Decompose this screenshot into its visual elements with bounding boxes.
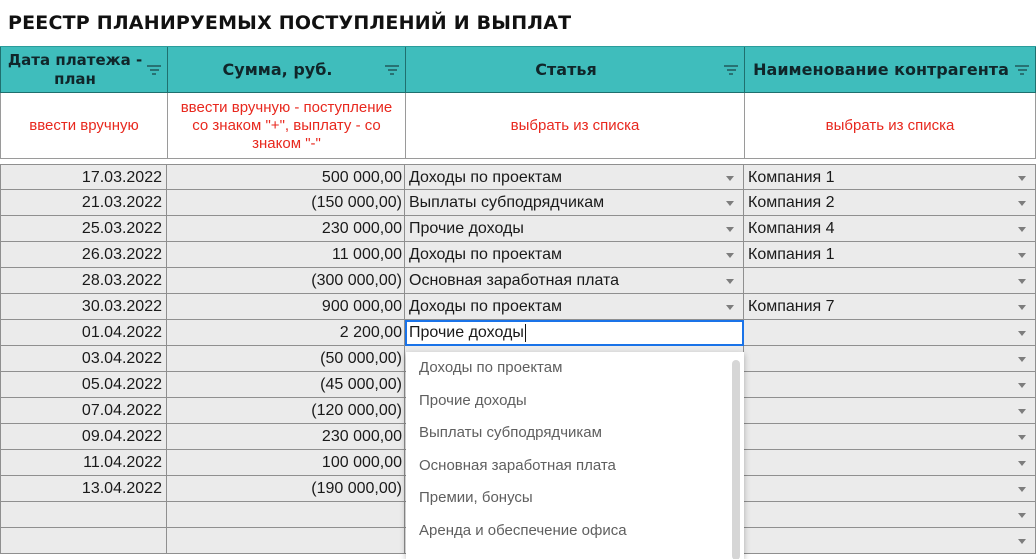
cell-date[interactable] (0, 424, 167, 450)
dropdown-arrow-icon[interactable] (1018, 435, 1026, 440)
hint-counterparty: выбрать из списка (745, 93, 1036, 159)
cell-sum[interactable] (167, 502, 405, 528)
cell-counterparty-value: Компания 4 (748, 220, 835, 237)
cell-counterparty-value: Компания 1 (748, 246, 835, 263)
header-row (0, 46, 1036, 93)
hint-sum: ввести вручную - поступление со знаком "+", выплату - со знаком "-" (168, 93, 406, 159)
cell-counterparty[interactable] (744, 216, 1036, 242)
dropdown-arrow-icon[interactable] (1018, 513, 1026, 518)
dropdown-option[interactable]: Основная заработная плата (419, 456, 616, 474)
hint-date: ввести вручную (0, 93, 168, 159)
header-counterparty[interactable] (745, 47, 1036, 93)
cell-date-value: 03.04.2022 (81, 350, 162, 367)
dropdown-option[interactable]: Аренда и обеспечение офиса (419, 521, 627, 539)
dropdown-arrow-icon[interactable] (726, 279, 734, 284)
text-cursor (525, 324, 526, 342)
cell-sum[interactable] (167, 424, 405, 450)
filter-icon[interactable] (1015, 65, 1029, 75)
cell-date[interactable] (0, 190, 167, 216)
cell-date[interactable] (0, 476, 167, 502)
cell-sum[interactable] (167, 346, 405, 372)
cell-sum-value: 230 000,00 (321, 220, 402, 237)
cell-sum-value: (120 000,00) (311, 402, 402, 419)
cell-date[interactable] (0, 294, 167, 320)
cell-date[interactable] (0, 528, 167, 554)
hint-row (0, 93, 1036, 159)
header-date[interactable] (0, 47, 168, 93)
table-row (0, 216, 1036, 242)
cell-date-value: 05.04.2022 (81, 376, 162, 393)
cell-sum[interactable] (167, 242, 405, 268)
cell-counterparty[interactable] (744, 320, 1036, 346)
cell-date-value: 21.03.2022 (81, 194, 162, 211)
cell-date-value: 17.03.2022 (81, 169, 162, 186)
dropdown-arrow-icon[interactable] (1018, 227, 1026, 232)
dropdown-arrow-icon[interactable] (1018, 383, 1026, 388)
cell-date[interactable] (0, 502, 167, 528)
dropdown-arrow-icon[interactable] (726, 201, 734, 206)
filter-icon[interactable] (385, 65, 399, 75)
cell-counterparty[interactable] (744, 398, 1036, 424)
dropdown-arrow-icon[interactable] (1018, 461, 1026, 466)
cell-article[interactable] (405, 216, 744, 242)
cell-counterparty[interactable] (744, 190, 1036, 216)
cell-sum-value: (45 000,00) (320, 376, 402, 393)
dropdown-arrow-icon[interactable] (1018, 176, 1026, 181)
cell-date[interactable] (0, 398, 167, 424)
cell-date-value: 25.03.2022 (81, 220, 162, 237)
cell-counterparty[interactable] (744, 502, 1036, 528)
cell-date[interactable] (0, 242, 167, 268)
cell-date-value: 26.03.2022 (81, 246, 162, 263)
cell-date-value: 09.04.2022 (81, 428, 162, 445)
dropdown-arrow-icon[interactable] (726, 253, 734, 258)
cell-sum[interactable] (167, 190, 405, 216)
filter-icon[interactable] (724, 65, 738, 75)
cell-sum-value: 2 200,00 (339, 324, 402, 341)
cell-counterparty[interactable] (744, 346, 1036, 372)
dropdown-option[interactable]: Доходы по проектам (419, 359, 563, 376)
dropdown-arrow-icon[interactable] (1018, 331, 1026, 336)
dropdown-arrow-icon[interactable] (1018, 487, 1026, 492)
cell-sum-value: 11 000,00 (332, 246, 402, 263)
page-title: РЕЕСТР ПЛАНИРУЕМЫХ ПОСТУПЛЕНИЙ И ВЫПЛАТ (8, 12, 572, 34)
cell-date-value: 28.03.2022 (81, 272, 162, 289)
header-article[interactable] (406, 47, 745, 93)
cell-date-value: 30.03.2022 (81, 298, 162, 315)
cell-sum[interactable] (167, 164, 405, 190)
table-row (0, 268, 1036, 294)
cell-article-value: Прочие доходы (409, 324, 524, 341)
cell-sum[interactable] (167, 294, 405, 320)
cell-sum[interactable] (167, 450, 405, 476)
cell-date-value: 07.04.2022 (81, 402, 162, 419)
cell-date[interactable] (0, 216, 167, 242)
header-article-label: Статья (535, 59, 597, 79)
cell-counterparty[interactable] (744, 528, 1036, 554)
cell-counterparty-value: Компания 2 (748, 194, 835, 211)
dropdown-arrow-icon[interactable] (1018, 539, 1026, 544)
header-sum[interactable] (168, 47, 406, 93)
cell-article[interactable] (405, 320, 744, 346)
cell-sum-value: (190 000,00) (311, 480, 402, 497)
cell-counterparty[interactable] (744, 476, 1036, 502)
cell-counterparty[interactable] (744, 242, 1036, 268)
cell-date[interactable] (0, 320, 167, 346)
cell-article-value: Доходы по проектам (409, 246, 562, 263)
cell-date[interactable] (0, 268, 167, 294)
header-date-label: Дата платежа - план (7, 50, 143, 88)
cell-date-value: 01.04.2022 (81, 324, 162, 341)
cell-article-value: Основная заработная плата (409, 272, 620, 289)
cell-sum[interactable] (167, 320, 405, 346)
dropdown-arrow-icon[interactable] (1018, 253, 1026, 258)
cell-sum[interactable] (167, 268, 405, 294)
cell-counterparty-value: Компания 1 (748, 169, 835, 186)
dropdown-arrow-icon[interactable] (726, 227, 734, 232)
table-row (0, 242, 1036, 268)
hint-article: выбрать из списка (406, 93, 745, 159)
table-row (0, 320, 1036, 346)
cell-counterparty[interactable] (744, 268, 1036, 294)
cell-sum[interactable] (167, 476, 405, 502)
cell-sum-value: (50 000,00) (320, 350, 402, 367)
cell-article-value: Доходы по проектам (409, 169, 562, 186)
cell-counterparty[interactable] (744, 164, 1036, 190)
cell-sum[interactable] (167, 398, 405, 424)
dropdown-arrow-icon[interactable] (726, 176, 734, 181)
header-counterparty-label: Наименование контрагента (753, 59, 1009, 79)
cell-article[interactable] (405, 190, 744, 216)
cell-date-value: 11.04.2022 (83, 454, 162, 471)
dropdown-arrow-icon[interactable] (1018, 201, 1026, 206)
cell-sum-value: 500 000,00 (321, 169, 402, 186)
cell-date[interactable] (0, 372, 167, 398)
cell-counterparty-value: Компания 7 (748, 298, 835, 315)
cell-sum-value: 900 000,00 (321, 298, 402, 315)
cell-counterparty[interactable] (744, 372, 1036, 398)
cell-sum[interactable] (167, 372, 405, 398)
cell-article[interactable] (405, 164, 744, 190)
cell-article-value: Прочие доходы (409, 220, 524, 237)
dropdown-option[interactable]: Премии, бонусы (419, 489, 533, 506)
dropdown-option[interactable]: Выплаты субподрядчикам (419, 424, 602, 441)
cell-sum[interactable] (167, 528, 405, 554)
cell-date[interactable] (0, 164, 167, 190)
dropdown-arrow-icon[interactable] (1018, 357, 1026, 362)
cell-counterparty[interactable] (744, 450, 1036, 476)
cell-article[interactable] (405, 268, 744, 294)
dropdown-arrow-icon[interactable] (726, 305, 734, 310)
dropdown-arrow-icon[interactable] (1018, 279, 1026, 284)
cell-article-value: Доходы по проектам (409, 298, 562, 315)
cell-counterparty[interactable] (744, 424, 1036, 450)
article-dropdown-list[interactable] (406, 352, 744, 559)
dropdown-arrow-icon[interactable] (1018, 409, 1026, 414)
cell-date[interactable] (0, 450, 167, 476)
cell-sum[interactable] (167, 216, 405, 242)
cell-date[interactable] (0, 346, 167, 372)
cell-article-value: Выплаты субподрядчикам (409, 194, 605, 211)
cell-date-value: 13.04.2022 (81, 480, 162, 497)
dropdown-option[interactable]: Прочие доходы (419, 391, 527, 409)
dropdown-arrow-icon[interactable] (1018, 305, 1026, 310)
table-row (0, 164, 1036, 190)
header-sum-label: Сумма, руб. (222, 59, 333, 79)
cell-sum-value: 230 000,00 (321, 428, 402, 445)
table-row (0, 190, 1036, 216)
cell-article[interactable] (405, 242, 744, 268)
cell-sum-value: (150 000,00) (311, 194, 402, 211)
cell-sum-value: 100 000,00 (321, 454, 402, 471)
cell-article[interactable] (405, 294, 744, 320)
dropdown-scrollbar[interactable] (732, 360, 740, 559)
cell-counterparty[interactable] (744, 294, 1036, 320)
filter-icon[interactable] (147, 65, 161, 75)
table-row (0, 294, 1036, 320)
cell-sum-value: (300 000,00) (311, 272, 402, 289)
